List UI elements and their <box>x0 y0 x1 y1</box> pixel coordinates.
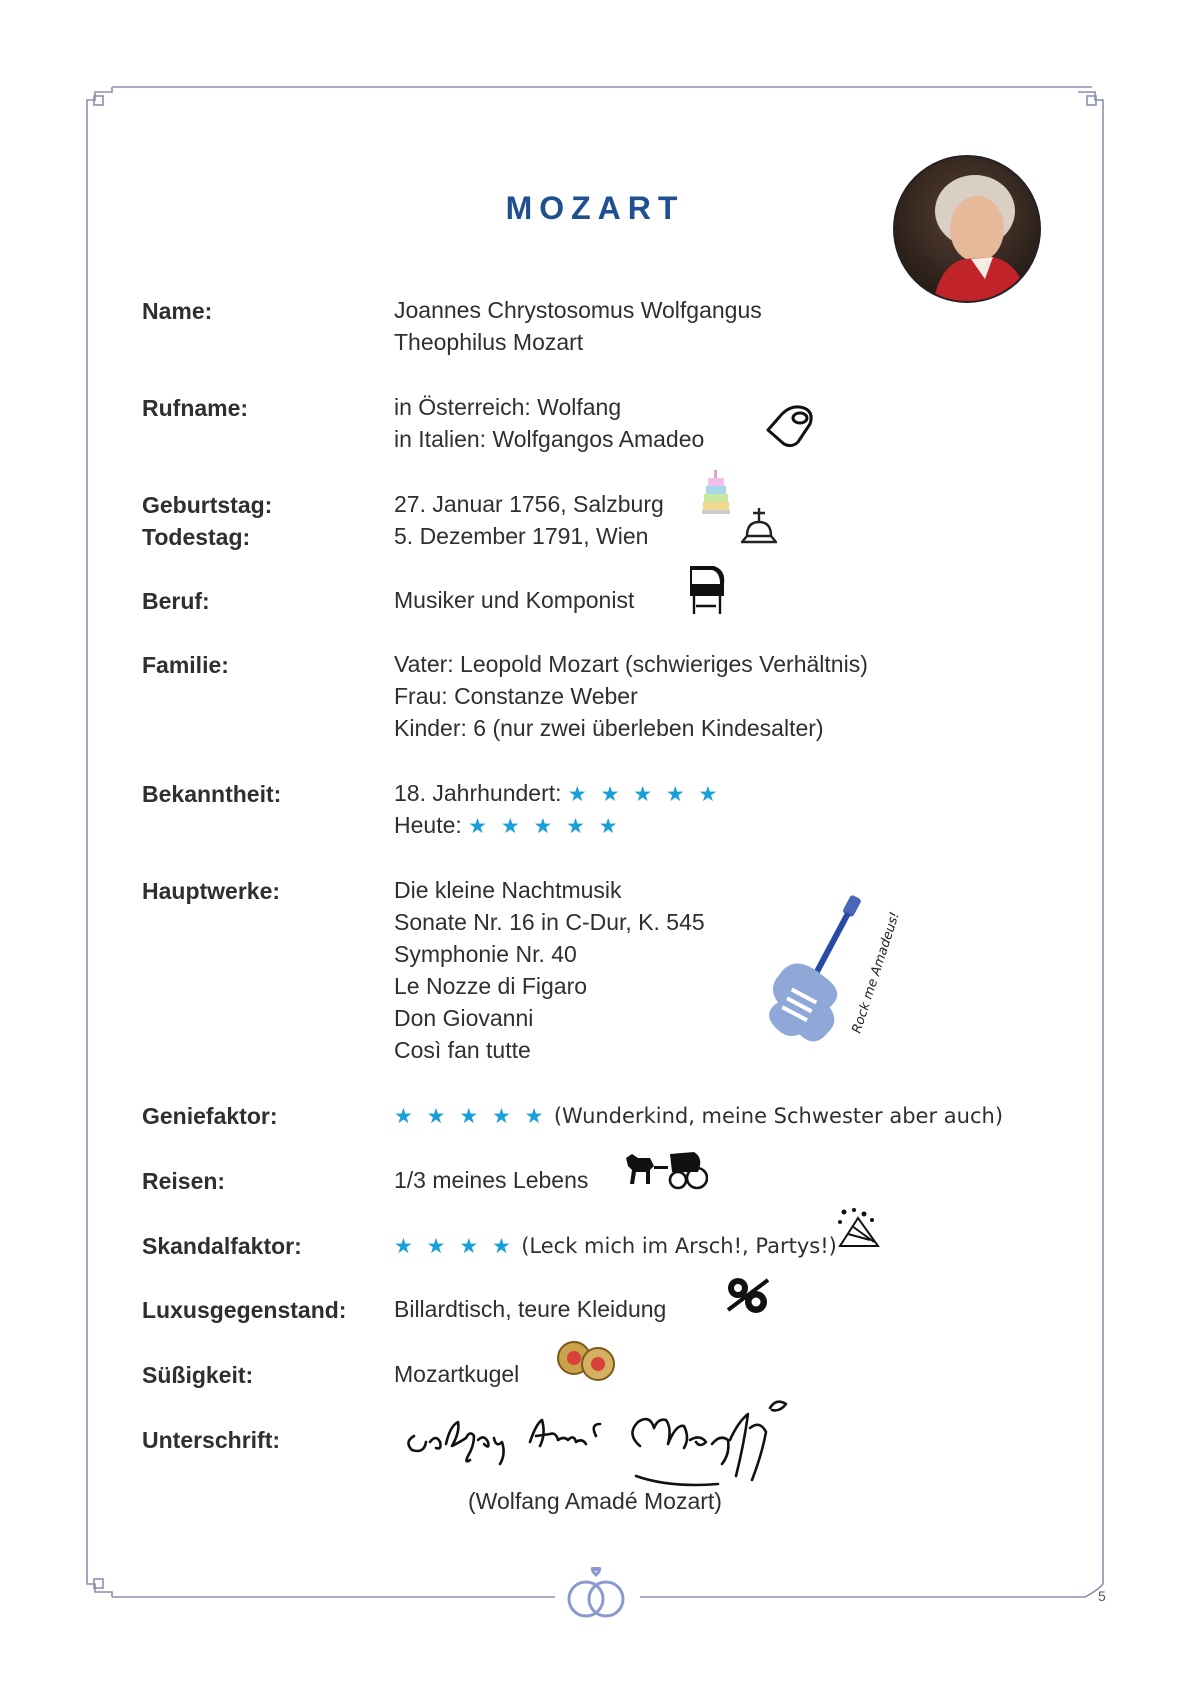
beruf-label: Beruf: <box>142 588 210 614</box>
signature-caption: (Wolfang Amadé Mozart) <box>468 1488 722 1514</box>
guitar-caption: Rock me Amadeus! <box>849 910 903 1036</box>
guitar-icon <box>760 886 910 1046</box>
werk-item: Sonate Nr. 16 in C-Dur, K. 545 <box>394 909 705 935</box>
luxus-label: Luxusgegenstand: <box>142 1297 347 1323</box>
name-label: Name: <box>142 298 213 324</box>
suessigkeit-value: Mozartkugel <box>394 1361 520 1387</box>
billiard-balls-icon <box>724 1276 772 1316</box>
unterschrift-label: Unterschrift: <box>142 1427 281 1453</box>
geniefaktor-label: Geniefaktor: <box>142 1103 278 1129</box>
rating-stars: ★ ★ ★ ★ ★ <box>468 815 622 838</box>
rufname-label: Rufname: <box>142 395 249 421</box>
werk-item: Così fan tutte <box>394 1037 531 1063</box>
hauptwerke-label: Hauptwerke: <box>142 878 281 904</box>
rating-stars: ★ ★ ★ ★ <box>394 1235 515 1258</box>
name-line: Theophilus Mozart <box>394 329 584 355</box>
party-popper-icon <box>834 1206 884 1252</box>
rings-icon <box>560 1567 632 1623</box>
familie-label: Familie: <box>142 652 229 678</box>
carriage-icon <box>624 1148 708 1190</box>
page-title: MOZART <box>505 190 685 226</box>
rufname-line: in Italien: Wolfgangos Amadeo <box>394 426 705 452</box>
name-line: Joannes Chrystosomus Wolfgangus <box>394 297 762 323</box>
bekanntheit-item-text: Heute: <box>394 812 462 838</box>
werk-item: Don Giovanni <box>394 1005 534 1031</box>
geniefaktor-note: (Wunderkind, meine Schwester aber auch) <box>553 1104 1004 1128</box>
familie-line: Vater: Leopold Mozart (schwieriges Verhältnis) <box>394 651 868 677</box>
hand-gesture-icon <box>762 400 818 452</box>
geburtstag-label: Geburtstag: <box>142 492 273 518</box>
portrait <box>893 155 1041 303</box>
geburtstag-value: 27. Januar 1756, Salzburg <box>394 491 664 517</box>
werk-item: Symphonie Nr. 40 <box>394 941 577 967</box>
familie-line: Frau: Constanze Weber <box>394 683 638 709</box>
todestag-value: 5. Dezember 1791, Wien <box>394 523 649 549</box>
skandalfaktor-label: Skandalfaktor: <box>142 1233 302 1259</box>
luxus-value: Billardtisch, teure Kleidung <box>394 1296 667 1322</box>
grave-icon <box>741 506 777 544</box>
page-number: 5 <box>1098 1588 1106 1604</box>
bekanntheit-item <box>394 809 721 841</box>
bekanntheit-item <box>394 777 721 809</box>
beruf-value: Musiker und Komponist <box>394 587 635 613</box>
bekanntheit-label: Bekanntheit: <box>142 781 282 807</box>
bekanntheit-item-text: 18. Jahrhundert: <box>394 780 562 806</box>
rating-stars: ★ ★ ★ ★ ★ <box>394 1105 548 1128</box>
piano-icon <box>686 562 728 616</box>
signature <box>400 1384 840 1494</box>
familie-line: Kinder: 6 (nur zwei überleben Kindesalter) <box>394 715 824 741</box>
suessigkeit-label: Süßigkeit: <box>142 1362 254 1388</box>
skandalfaktor-note: (Leck mich im Arsch!, Partys!) <box>521 1234 837 1258</box>
werk-item: Die kleine Nachtmusik <box>394 877 622 903</box>
mozartkugel-icon <box>552 1340 622 1382</box>
rufname-line: in Österreich: Wolfang <box>394 394 622 420</box>
reisen-label: Reisen: <box>142 1168 226 1194</box>
reisen-value: 1/3 meines Lebens <box>394 1167 589 1193</box>
werk-item: Le Nozze di Figaro <box>394 973 588 999</box>
todestag-label: Todestag: <box>142 524 251 550</box>
birthday-cake-icon <box>702 470 730 516</box>
rating-stars: ★ ★ ★ ★ ★ <box>567 783 722 806</box>
